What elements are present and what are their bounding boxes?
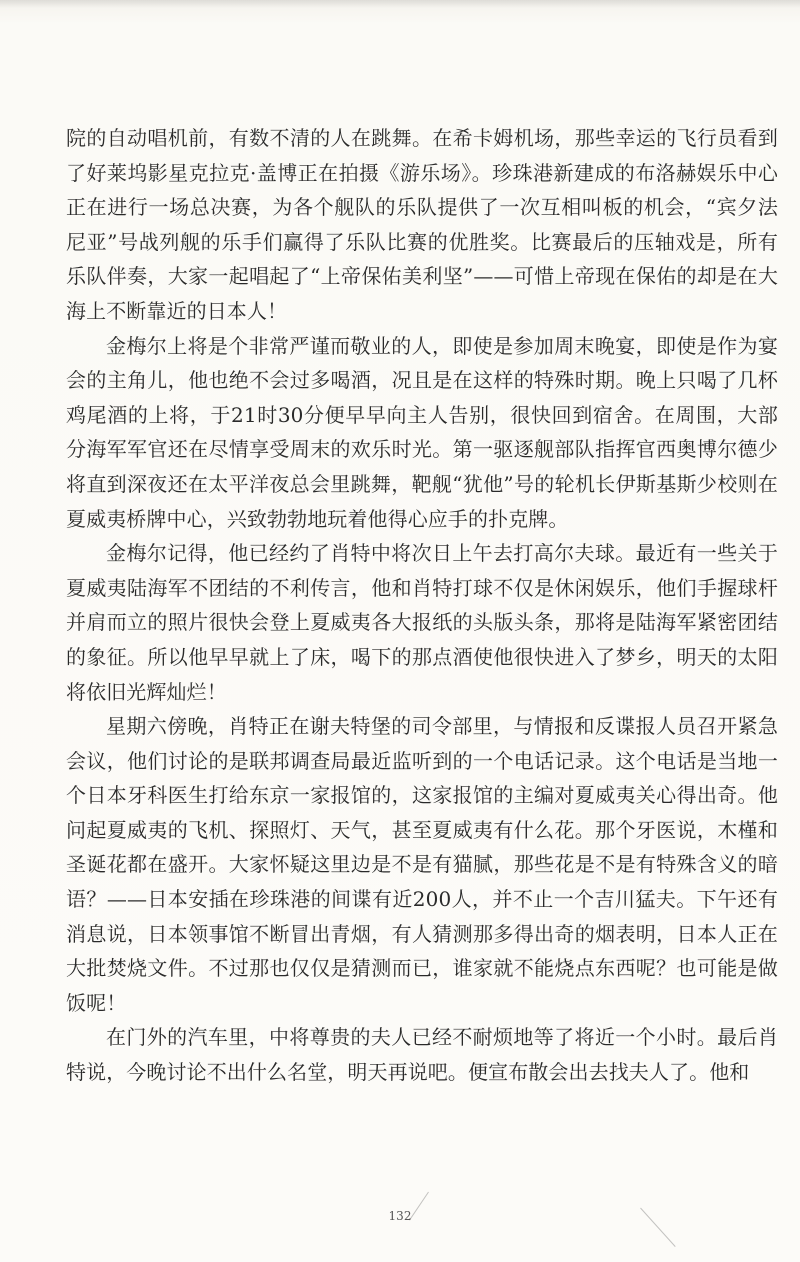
paragraph-5: 在门外的汽车里，中将尊贵的夫人已经不耐烦地等了将近一个小时。最后肖特说，今晚讨论不出什么名堂，明天再说吧。便宣布散会出去找夫人了。他和: [66, 1025, 778, 1085]
paragraph-3: 金梅尔记得，他已经约了肖特中将次日上午去打高尔夫球。最近有一些关于夏威夷陆海军不团结的不利传言，他和肖特打球不仅是休闲娱乐，他们手握球杆并肩而立的照片很快会登上夏威夷各大报纸的头版头条，那将是陆海军紧密团结的象征。所以他早早就上了床，喝下的那点酒使他很快进入了梦乡，明天的太阳将依旧光辉灿烂！: [66, 541, 778, 704]
paragraph-4: 星期六傍晚，肖特正在谢夫特堡的司令部里，与情报和反谍报人员召开紧急会议，他们讨论的是联邦调查局最近监听到的一个电话记录。这个电话是当地一个日本牙科医生打给东京一家报馆的，这家报馆的主编对夏威夷关心得出奇。他问起夏威夷的飞机、探照灯、天气，甚至夏威夷有什么花。那个牙医说，木槿和圣诞花都在盛开。大家怀疑这里边是不是有猫腻，那些花是不是有特殊含义的暗语？——日本安插在珍珠港的间谍有近200人，并不止一个吉川猛夫。下午还有消息说，日本领事馆不断冒出青烟，有人猜测那多得出奇的烟表明，日本人正在大批焚烧文件。不过那也仅仅是猜测而已，谁家就不能烧点东西呢？也可能是做饭呢！: [66, 714, 778, 1015]
paragraph-1: 院的自动唱机前，有数不清的人在跳舞。在希卡姆机场，那些幸运的飞行员看到了好莱坞影星克拉克·盖博正在拍摄《游乐场》。珍珠港新建成的布洛赫娱乐中心正在进行一场总决赛，为各个舰队的乐队提供了一次互相叫板的机会，“宾夕法尼亚”号战列舰的乐手们赢得了乐队比赛的优胜奖。比赛最后的压轴戏是，所有乐队伴奏，大家一起唱起了“上帝保佑美利坚”——可惜上帝现在保佑的却是在大海上不断靠近的日本人！: [66, 126, 778, 323]
paragraph-2: 金梅尔上将是个非常严谨而敬业的人，即使是参加周末晚宴，即使是作为宴会的主角儿，他也绝不会过多喝酒，况且是在这样的特殊时期。晚上只喝了几杯鸡尾酒的上将，于21时30分便早早向主人告别，很快回到宿舍。在周围，大部分海军军官还在尽情享受周末的欢乐时光。第一驱逐舰部队指挥官西奥博尔德少将直到深夜还在太平洋夜总会里跳舞，靶舰“犹他”号的轮机长伊斯基斯少校则在夏威夷桥牌中心，兴致勃勃地玩着他得心应手的扑克牌。: [66, 333, 778, 531]
body-text: [66, 121, 778, 1183]
page-number: 132: [388, 1209, 412, 1223]
page-top-shadow: [0, 0, 800, 8]
